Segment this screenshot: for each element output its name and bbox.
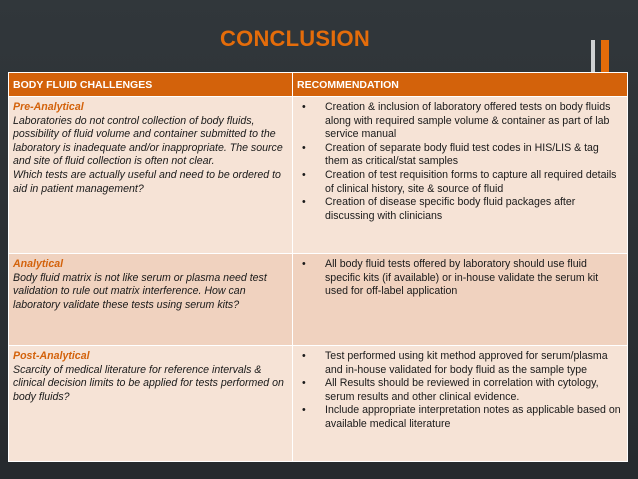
recommendation-cell	[293, 97, 628, 254]
slide-title: CONCLUSION	[220, 26, 370, 51]
recommendation-list	[299, 258, 621, 299]
recommendation-item: • Creation of disease specific body fluid packages after discussing with clinicians	[299, 196, 621, 223]
recommendation-list	[299, 101, 621, 223]
recommendation-item: • Creation & inclusion of laboratory offered tests on body fluids along with required sample volume & container as part of lab service manual	[299, 101, 621, 142]
header-challenges: BODY FLUID CHALLENGES	[9, 73, 293, 97]
table-row	[9, 346, 628, 462]
challenge-text: Scarcity of medical literature for reference intervals & clinical decision limits to be applied for tests performed on body fluids?	[13, 363, 284, 403]
conclusion-table	[8, 72, 628, 462]
table-header-row	[9, 73, 628, 97]
table-row	[9, 97, 628, 254]
phase-label: Post-Analytical	[13, 350, 90, 362]
header-recommendation: RECOMMENDATION	[293, 73, 628, 97]
recommendation-item: • Creation of test requisition forms to capture all required details of clinical history, site & source of fluid	[299, 169, 621, 196]
challenge-cell	[9, 97, 293, 254]
decorative-bar-gray	[591, 40, 595, 74]
recommendation-item: • Creation of separate body fluid test codes in HIS/LIS & tag them as critical/stat samples	[299, 142, 621, 169]
phase-label: Analytical	[13, 258, 64, 270]
recommendation-cell	[293, 346, 628, 462]
challenge-question: Which tests are actually useful and need to be ordered to aid in patient management?	[13, 168, 281, 195]
challenge-cell	[9, 346, 293, 462]
recommendation-cell	[293, 254, 628, 346]
recommendation-item: • Test performed using kit method approved for serum/plasma and in-house validated for body fluid as the sample type	[299, 350, 621, 377]
phase-label: Pre-Analytical	[13, 101, 84, 113]
recommendation-list	[299, 350, 621, 432]
challenge-cell	[9, 254, 293, 346]
challenge-text: Body fluid matrix is not like serum or plasma need test validation to rule out matrix interference. How can laboratory validate these tests using serum kits?	[13, 271, 267, 311]
decorative-bar-orange	[601, 40, 609, 74]
recommendation-item: • Include appropriate interpretation notes as applicable based on available medical literature	[299, 404, 621, 431]
recommendation-item: • All Results should be reviewed in correlation with cytology, serum results and other clinical evidence.	[299, 377, 621, 404]
recommendation-item: • All body fluid tests offered by laboratory should use fluid specific kits (if available) or in-house validate the serum kit used for off-label application	[299, 258, 621, 299]
challenge-text: Laboratories do not control collection of body fluids, possibility of fluid volume and container submitted to the laboratory is inadequate and/or inappropriate. The source and site of fluid collection is often not clear.	[13, 114, 283, 168]
table-row	[9, 254, 628, 346]
